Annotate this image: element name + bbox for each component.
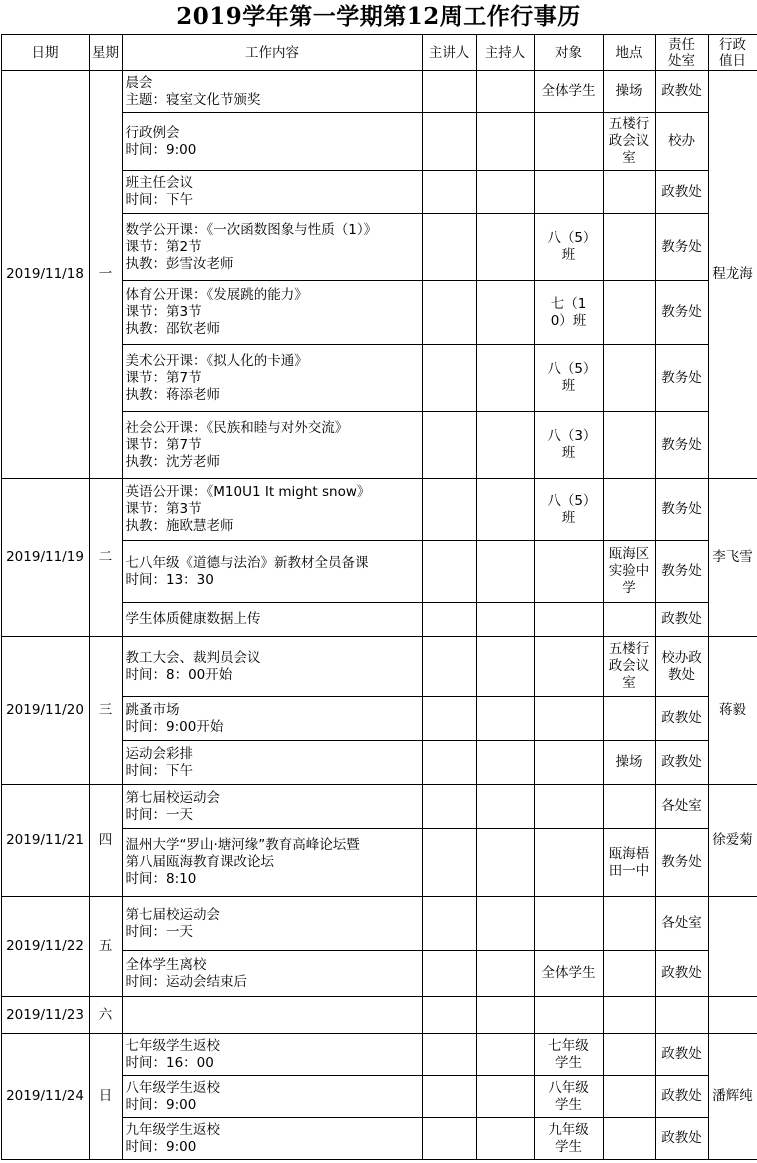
location-cell-text: 五楼行政会议室	[608, 116, 650, 166]
content-line: 数学公开课：《一次函数图象与性质（1）》	[125, 221, 378, 238]
host-cell	[476, 412, 534, 479]
host-cell	[476, 637, 534, 697]
date-cell	[1, 1034, 89, 1160]
location-cell-text: 操场	[615, 83, 643, 99]
duty-cell-text: 程龙海	[712, 266, 753, 282]
speaker-cell	[422, 785, 476, 829]
weekday-cell	[89, 637, 122, 785]
location-cell	[603, 1118, 655, 1160]
content-line: 时间：下午	[125, 192, 193, 208]
content-line: 体育公开课：《发展跳的能力》	[125, 287, 308, 303]
weekday-cell-text: 三	[98, 702, 113, 718]
target-cell	[534, 997, 603, 1034]
header-date: 日期	[1, 35, 89, 71]
location-cell-text: 瓯海区实验中学	[608, 546, 650, 596]
header-content: 工作内容	[122, 35, 422, 71]
content-cell	[122, 412, 422, 479]
speaker-cell	[422, 637, 476, 697]
weekday-cell-text: 二	[98, 549, 113, 565]
target-cell-text: 八（5）班	[547, 492, 590, 526]
table-row	[1, 897, 757, 951]
speaker-cell	[422, 412, 476, 479]
date-cell	[1, 785, 89, 897]
location-cell	[603, 541, 655, 603]
schedule-table	[1, 34, 757, 1160]
dept-cell-text: 政教处	[661, 611, 702, 627]
date-cell	[1, 479, 89, 637]
dept-cell-text: 教务处	[661, 854, 702, 870]
host-cell	[476, 345, 534, 412]
dept-cell-text: 教务处	[661, 238, 702, 255]
duty-cell	[708, 785, 757, 897]
host-cell	[476, 479, 534, 541]
content-line: 第八届瓯海教育课改论坛	[125, 854, 274, 870]
duty-cell	[708, 1034, 757, 1160]
date-cell-text: 2019/11/19	[6, 549, 84, 565]
content-line: 时间：16：00	[125, 1054, 214, 1071]
content-line: 美术公开课：《拟人化的卡通》	[125, 352, 308, 369]
location-cell	[603, 345, 655, 412]
content-cell	[122, 479, 422, 541]
dept-cell	[655, 897, 708, 951]
weekday-cell	[89, 1034, 122, 1160]
dept-cell-text: 政教处	[661, 1046, 702, 1062]
weekday-cell	[89, 479, 122, 637]
content-line: 执教：邵钦老师	[125, 321, 220, 337]
content-line: 九年级学生返校	[125, 1121, 220, 1138]
content-line: 课节：第7节	[125, 436, 202, 453]
target-cell	[534, 1118, 603, 1160]
target-cell	[534, 1076, 603, 1118]
dept-cell	[655, 345, 708, 412]
content-line: 第七届校运动会	[125, 906, 220, 923]
speaker-cell	[422, 603, 476, 637]
speaker-cell	[422, 71, 476, 113]
dept-cell-text: 教务处	[661, 563, 702, 579]
duty-cell-text: 徐爱菊	[712, 832, 753, 848]
content-line: 时间：13：30	[125, 571, 214, 588]
weekday-cell-text: 四	[98, 832, 113, 848]
target-cell	[534, 541, 603, 603]
location-cell	[603, 741, 655, 785]
date-cell	[1, 897, 89, 997]
speaker-cell	[422, 997, 476, 1034]
content-line: 第七届校运动会	[125, 789, 220, 806]
date-cell-text: 2019/11/20	[6, 702, 84, 718]
dept-cell	[655, 1034, 708, 1076]
host-cell	[476, 1034, 534, 1076]
dept-cell	[655, 113, 708, 171]
dept-cell-text: 政教处	[661, 754, 702, 770]
target-cell-text: 全体学生	[541, 83, 596, 99]
dept-cell	[655, 785, 708, 829]
dept-cell	[655, 1076, 708, 1118]
dept-cell	[655, 637, 708, 697]
content-line: 时间：9:00	[125, 141, 197, 158]
dept-cell-text: 各处室	[661, 915, 702, 931]
dept-cell-text: 教务处	[661, 436, 702, 453]
location-cell	[603, 171, 655, 214]
content-line: 温州大学“罗山·塘河缘”教育高峰论坛暨	[125, 837, 360, 853]
content-line: 执教：蒋添老师	[125, 386, 220, 403]
target-cell-text: 八（3）班	[547, 428, 590, 461]
dept-cell	[655, 541, 708, 603]
schedule-body	[1, 71, 757, 1160]
location-cell	[603, 997, 655, 1034]
content-line: 时间：下午	[125, 762, 193, 779]
speaker-cell	[422, 1118, 476, 1160]
date-cell-text: 2019/11/23	[6, 1006, 84, 1023]
target-cell	[534, 637, 603, 697]
header-row	[1, 35, 757, 71]
content-line: 晨会	[125, 74, 153, 91]
page-title: 2019学年第一学期第12周工作行事历	[176, 3, 581, 30]
content-line: 英语公开课：《M10U1 It might snow》	[125, 484, 371, 500]
content-line: 班主任会议	[125, 175, 193, 191]
speaker-cell	[422, 479, 476, 541]
target-cell	[534, 412, 603, 479]
duty-cell-text: 李飞雪	[712, 549, 753, 565]
host-cell	[476, 997, 534, 1034]
content-line: 七年级学生返校	[125, 1037, 220, 1054]
dept-cell	[655, 479, 708, 541]
content-cell	[122, 697, 422, 741]
location-cell	[603, 281, 655, 345]
location-cell	[603, 785, 655, 829]
content-cell	[122, 603, 422, 637]
location-cell	[603, 479, 655, 541]
header-duty-text: 行政值日	[719, 36, 746, 69]
location-cell	[603, 113, 655, 171]
target-cell-text: 八（5）班	[547, 361, 590, 394]
content-line: 主题：寝室文化节颁奖	[125, 91, 261, 108]
speaker-cell	[422, 829, 476, 897]
table-row	[1, 1034, 757, 1076]
target-cell	[534, 697, 603, 741]
speaker-cell	[422, 281, 476, 345]
target-cell	[534, 171, 603, 214]
location-cell	[603, 951, 655, 997]
content-cell	[122, 171, 422, 214]
content-cell	[122, 1034, 422, 1076]
content-line: 运动会彩排	[125, 745, 193, 762]
table-row	[1, 637, 757, 697]
dept-cell	[655, 171, 708, 214]
target-cell	[534, 785, 603, 829]
dept-cell	[655, 281, 708, 345]
speaker-cell	[422, 951, 476, 997]
dept-cell-text: 教务处	[661, 501, 702, 517]
content-line: 全体学生离校	[125, 956, 207, 973]
weekday-cell	[89, 897, 122, 997]
date-cell	[1, 71, 89, 479]
host-cell	[476, 171, 534, 214]
content-line: 课节：第7节	[125, 369, 202, 386]
dept-cell-text: 教务处	[661, 304, 702, 320]
weekday-cell	[89, 785, 122, 897]
host-cell	[476, 951, 534, 997]
dept-cell	[655, 741, 708, 785]
host-cell	[476, 741, 534, 785]
dept-cell-text: 政教处	[661, 1130, 702, 1146]
dept-cell	[655, 951, 708, 997]
host-cell	[476, 113, 534, 171]
content-line: 课节：第3节	[125, 304, 202, 320]
date-cell-text: 2019/11/18	[6, 266, 84, 282]
dept-cell-text: 校办政教处	[661, 649, 702, 683]
location-cell	[603, 1076, 655, 1118]
location-cell	[603, 71, 655, 113]
target-cell-text: 全体学生	[541, 965, 596, 981]
weekday-cell	[89, 71, 122, 479]
dept-cell	[655, 697, 708, 741]
table-row	[1, 785, 757, 829]
content-cell	[122, 741, 422, 785]
host-cell	[476, 603, 534, 637]
host-cell	[476, 785, 534, 829]
speaker-cell	[422, 1076, 476, 1118]
target-cell-text: 九年级学生	[548, 1121, 589, 1155]
dept-cell	[655, 997, 708, 1034]
speaker-cell	[422, 171, 476, 214]
speaker-cell	[422, 345, 476, 412]
content-line: 行政例会	[125, 124, 180, 141]
content-cell	[122, 345, 422, 412]
content-line: 课节：第3节	[125, 501, 202, 517]
duty-cell	[708, 479, 757, 637]
duty-cell	[708, 71, 757, 479]
date-cell	[1, 637, 89, 785]
header-weekday: 星期	[89, 35, 122, 71]
host-cell	[476, 541, 534, 603]
host-cell	[476, 1118, 534, 1160]
content-line: 执教：彭雪汝老师	[125, 255, 234, 272]
content-cell	[122, 829, 422, 897]
content-line: 课节：第2节	[125, 238, 202, 255]
dept-cell-text: 教务处	[661, 369, 702, 386]
location-cell	[603, 637, 655, 697]
content-cell	[122, 951, 422, 997]
target-cell	[534, 603, 603, 637]
content-cell	[122, 637, 422, 697]
dept-cell	[655, 829, 708, 897]
dept-cell-text: 校办	[668, 133, 695, 149]
location-cell-text: 五楼行政会议室	[608, 641, 650, 691]
content-line: 学生体质健康数据上传	[125, 611, 261, 627]
location-cell	[603, 412, 655, 479]
target-cell	[534, 214, 603, 281]
content-line: 时间：9:00	[125, 1138, 197, 1155]
target-cell	[534, 1034, 603, 1076]
location-cell	[603, 697, 655, 741]
table-row	[1, 71, 757, 113]
content-cell	[122, 281, 422, 345]
content-cell	[122, 214, 422, 281]
location-cell	[603, 1034, 655, 1076]
content-cell	[122, 897, 422, 951]
speaker-cell	[422, 113, 476, 171]
header-dept-text: 责任处室	[668, 36, 695, 69]
target-cell	[534, 345, 603, 412]
target-cell	[534, 479, 603, 541]
speaker-cell	[422, 1034, 476, 1076]
host-cell	[476, 214, 534, 281]
location-cell	[603, 897, 655, 951]
dept-cell-text: 政教处	[661, 183, 702, 200]
header-target: 对象	[534, 35, 603, 71]
host-cell	[476, 281, 534, 345]
speaker-cell	[422, 541, 476, 603]
target-cell	[534, 829, 603, 897]
weekday-cell-text: 一	[98, 266, 113, 282]
content-line: 时间：一天	[125, 923, 193, 940]
dept-cell	[655, 412, 708, 479]
content-cell	[122, 113, 422, 171]
content-line: 执教：沈芳老师	[125, 453, 220, 470]
target-cell-text: 七（10）班	[550, 295, 587, 329]
target-cell	[534, 741, 603, 785]
target-cell	[534, 113, 603, 171]
dept-cell-text: 政教处	[661, 965, 702, 981]
header-duty	[708, 35, 757, 71]
dept-cell-text: 政教处	[661, 83, 702, 99]
content-line: 七八年级《道德与法治》新教材全员备课	[125, 554, 369, 571]
dept-cell	[655, 214, 708, 281]
host-cell	[476, 897, 534, 951]
table-row	[1, 479, 757, 541]
target-cell	[534, 281, 603, 345]
content-cell	[122, 785, 422, 829]
content-line: 时间：9:00	[125, 1096, 197, 1113]
dept-cell	[655, 71, 708, 113]
content-line: 时间：9:00开始	[125, 718, 224, 735]
duty-cell-text: 蒋毅	[719, 702, 746, 718]
content-cell	[122, 997, 422, 1034]
content-line: 执教：施欧慧老师	[125, 518, 234, 534]
duty-cell	[708, 637, 757, 785]
header-location: 地点	[603, 35, 655, 71]
content-line: 教工大会、裁判员会议	[125, 649, 261, 666]
header-host: 主持人	[476, 35, 534, 71]
duty-cell	[708, 897, 757, 997]
content-cell	[122, 1076, 422, 1118]
speaker-cell	[422, 897, 476, 951]
header-speaker: 主讲人	[422, 35, 476, 71]
host-cell	[476, 829, 534, 897]
weekday-cell-text: 六	[98, 1006, 113, 1023]
content-cell	[122, 71, 422, 113]
content-line: 时间：8：00开始	[125, 666, 233, 683]
content-line: 时间：8:10	[125, 871, 197, 887]
target-cell-text: 七年级学生	[548, 1037, 589, 1071]
location-cell-text: 瓯海梧田一中	[608, 845, 650, 879]
dept-cell-text: 政教处	[661, 1088, 702, 1104]
target-cell	[534, 951, 603, 997]
content-line: 时间：运动会结束后	[125, 973, 247, 990]
location-cell	[603, 603, 655, 637]
speaker-cell	[422, 214, 476, 281]
weekday-cell-text: 五	[98, 938, 113, 954]
date-cell-text: 2019/11/21	[6, 832, 84, 848]
duty-cell	[708, 997, 757, 1034]
header-dept	[655, 35, 708, 71]
content-line: 跳蚤市场	[125, 701, 180, 718]
host-cell	[476, 697, 534, 741]
speaker-cell	[422, 741, 476, 785]
date-cell-text: 2019/11/24	[6, 1088, 84, 1104]
date-cell-text: 2019/11/22	[6, 938, 84, 954]
target-cell-text: 八年级学生	[548, 1079, 589, 1113]
dept-cell	[655, 1118, 708, 1160]
content-cell	[122, 1118, 422, 1160]
host-cell	[476, 1076, 534, 1118]
weekday-cell	[89, 997, 122, 1034]
content-line: 社会公开课：《民族和睦与对外交流》	[125, 419, 349, 436]
location-cell	[603, 829, 655, 897]
dept-cell-text: 各处室	[661, 798, 702, 814]
location-cell-text: 操场	[615, 754, 643, 770]
location-cell	[603, 214, 655, 281]
content-line: 时间：一天	[125, 806, 193, 823]
content-cell	[122, 541, 422, 603]
speaker-cell	[422, 697, 476, 741]
date-cell	[1, 997, 89, 1034]
table-row	[1, 997, 757, 1034]
host-cell	[476, 71, 534, 113]
duty-cell-text: 潘辉纯	[712, 1088, 753, 1104]
target-cell-text: 八（5）班	[547, 230, 590, 263]
target-cell	[534, 897, 603, 951]
weekday-cell-text: 日	[98, 1088, 113, 1104]
dept-cell	[655, 603, 708, 637]
dept-cell-text: 政教处	[661, 710, 702, 726]
target-cell	[534, 71, 603, 113]
content-line: 八年级学生返校	[125, 1079, 220, 1096]
